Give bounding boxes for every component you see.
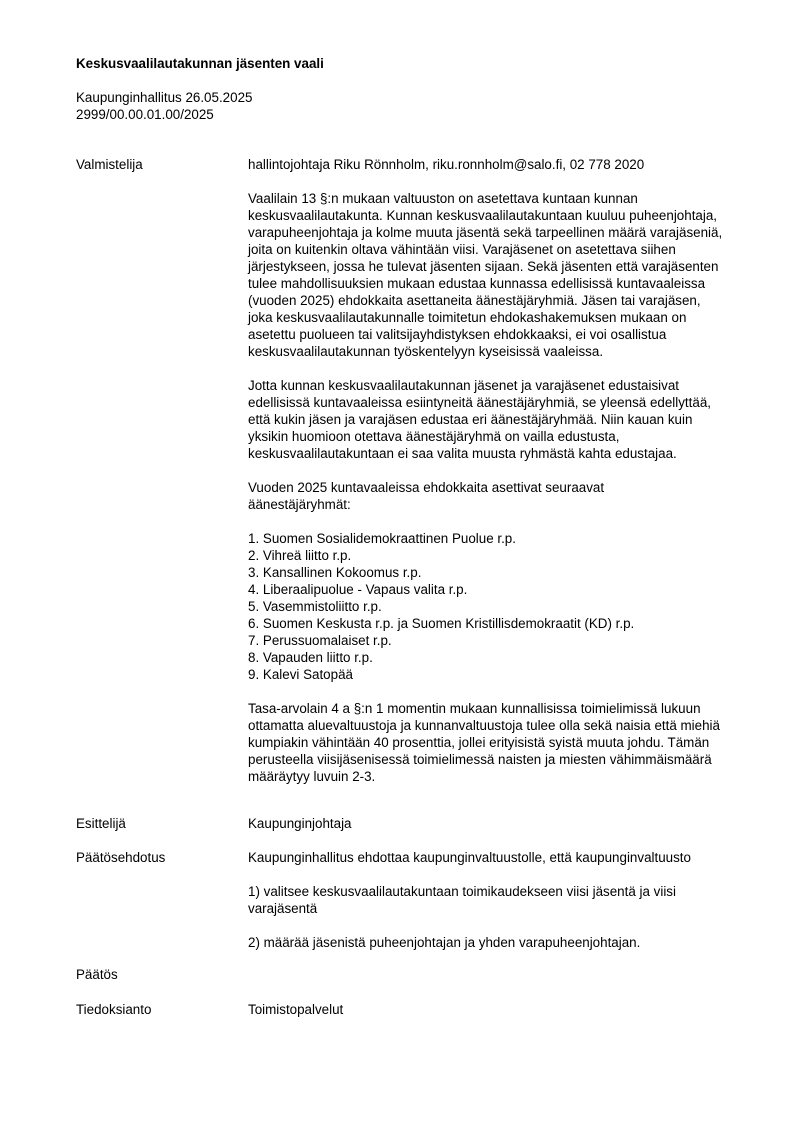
presenter: Kaupunginjohtaja: [248, 816, 352, 831]
preparer-line: hallintojohtaja Riku Rönnholm, riku.ronnholm@salo.fi, 02 778 2020: [248, 157, 645, 172]
reference-number: 2999/00.00.01.00/2025: [76, 107, 214, 122]
section-label: Päätös: [76, 967, 118, 982]
section-content: [248, 156, 748, 785]
list-item: 4. Liberaalipuolue - Vapaus valita r.p.: [248, 582, 468, 597]
section-paatos: [76, 966, 746, 983]
voter-group-list: [248, 530, 748, 683]
section-label: Päätösehdotus: [76, 850, 166, 865]
section-tiedoksianto: [76, 1001, 746, 1018]
paragraph: Jotta kunnan keskusvaalilautakunnan jäsenet ja varajäsenet edustaisivat edellisissä kuntavaaleissa esiintyneitä äänestäjäryhmiä, se yleensä edellyttää, että kukin jäsen ja varajäsen edustaa eri äänestäjäryhmää. Niin kauan kuin yksikin huomioon otettava äänestäjäryhmä on vailla edustusta, keskusvaalilautakuntaan ei saa valita muusta ryhmästä kahta edustajaa.: [248, 378, 711, 461]
list-item: 8. Vapauden liitto r.p.: [248, 650, 373, 665]
paragraph: Tasa-arvolain 4 a §:n 1 momentin mukaan kunnallisissa toimielimissä lukuun ottamatta aluevaltuustoja ja kunnanvaltuustoja tulee olla sekä naisia että miehiä kumpiakin vähintään 40 prosenttia, jollei erityisistä syistä muuta johdu. Tämän perusteella viisijäsenisessä toimielimessä naisten ja miesten vähimmäismäärä määräytyy luvuin 2-3.: [248, 701, 720, 784]
proposal-item: 2) määrää jäsenistä puheenjohtajan ja yhden varapuheenjohtajan.: [248, 935, 641, 950]
paragraph: Vuoden 2025 kuntavaaleissa ehdokkaita asettivat seuraavat äänestäjäryhmät:: [248, 480, 605, 512]
section-content: [248, 849, 748, 951]
section-label: Esittelijä: [76, 816, 126, 831]
section-paatosehdotus: [76, 849, 746, 959]
meeting-line: Kaupunginhallitus 26.05.2025: [76, 90, 253, 105]
document-title: Keskusvaalilautakunnan jäsenten vaali: [76, 56, 324, 71]
list-item: 3. Kansallinen Kokoomus r.p.: [248, 565, 422, 580]
proposal-item: 1) valitsee keskusvaalilautakuntaan toimikaudekseen viisi jäsentä ja viisi varajäsentä: [248, 884, 676, 916]
section-label: Valmistelija: [76, 157, 143, 172]
list-item: 5. Vasemmistoliitto r.p.: [248, 599, 382, 614]
list-item: 2. Vihreä liitto r.p.: [248, 548, 352, 563]
proposal-intro: Kaupunginhallitus ehdottaa kaupunginvaltuustolle, että kaupunginvaltuusto: [248, 850, 691, 865]
list-item: 7. Perussuomalaiset r.p.: [248, 633, 392, 648]
notification-recipient: Toimistopalvelut: [248, 1002, 344, 1017]
section-label: Tiedoksianto: [76, 1002, 152, 1017]
list-item: 9. Kalevi Satopää: [248, 667, 353, 682]
section-esittelija: [76, 815, 746, 832]
list-item: 6. Suomen Keskusta r.p. ja Suomen Kristillisdemokraatit (KD) r.p.: [248, 616, 635, 631]
document-meta: [76, 89, 252, 123]
list-item: 1. Suomen Sosialidemokraattinen Puolue r.p.: [248, 531, 516, 546]
paragraph: Vaalilain 13 §:n mukaan valtuuston on asetettava kuntaan kunnan keskusvaalilautakunta. Kunnan keskusvaalilautakuntaan kuuluu puheenjohtaja, varapuheenjohtaja ja kolme muuta jäsentä sekä tarpeellinen määrä varajäseniä, joita on kuitenkin oltava vähintään viisi. Varajäsenet on asetettava siihen järjestykseen, jossa he tulevat jäsenten sijaan. Sekä jäsenten että varajäsenten tulee mahdollisuuksien mukaan edustaa kunnassa edellisissä kuntavaaleissa (vuoden 2025) ehdokkaita asettaneita äänestäjäryhmiä. Jäsen tai varajäsen, joka keskusvaalilautakunnalle toimitetun ehdokashakemuksen mukaan on asetettu puolueen tai valitsijayhdistyksen ehdokkaaksi, ei voi osallistua keskusvaalilautakunnan työskentelyyn kyseisissä vaaleissa.: [248, 191, 723, 359]
section-valmistelija: [76, 156, 746, 796]
